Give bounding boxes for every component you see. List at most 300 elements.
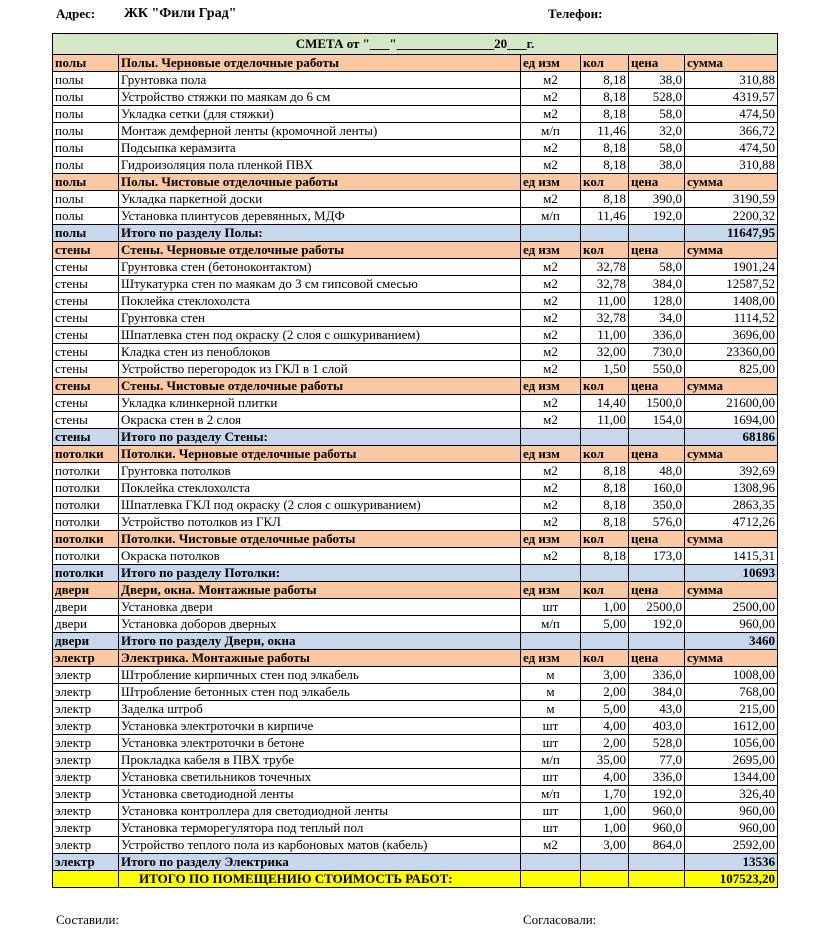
sum-cell: 768,00 bbox=[685, 684, 778, 701]
work-name-cell: Окраска потолков bbox=[119, 548, 521, 565]
sum-cell: 4319,57 bbox=[685, 89, 778, 106]
estimate-table bbox=[52, 33, 778, 888]
grand-total-row bbox=[53, 871, 778, 888]
unit-cell: шт bbox=[521, 599, 581, 616]
sum-cell: сумма bbox=[685, 174, 778, 191]
quantity-cell: 32,00 bbox=[581, 344, 629, 361]
sum-cell: 960,00 bbox=[685, 803, 778, 820]
price-cell: 58,0 bbox=[629, 140, 685, 157]
unit-cell: ед изм bbox=[521, 446, 581, 463]
unit-cell: м2 bbox=[521, 310, 581, 327]
price-cell: 730,0 bbox=[629, 344, 685, 361]
unit-cell: м2 bbox=[521, 497, 581, 514]
work-name-cell: Стены. Чистовые отделочные работы bbox=[119, 378, 521, 395]
category-cell: потолки bbox=[53, 446, 119, 463]
unit-cell: м2 bbox=[521, 548, 581, 565]
price-cell: 528,0 bbox=[629, 89, 685, 106]
sum-cell: 68186 bbox=[685, 429, 778, 446]
category-cell: электр bbox=[53, 735, 119, 752]
work-name-cell: Шпатлевка ГКЛ под окраску (2 слоя с ошкуриванием) bbox=[119, 497, 521, 514]
unit-cell bbox=[521, 871, 581, 888]
work-name-cell: Грунтовка потолков bbox=[119, 463, 521, 480]
section-header-row bbox=[53, 55, 778, 72]
work-name-cell: Устройство теплого пола из карбоновых матов (кабель) bbox=[119, 837, 521, 854]
table-row bbox=[53, 106, 778, 123]
price-cell: цена bbox=[629, 242, 685, 259]
unit-cell: м2 bbox=[521, 276, 581, 293]
unit-cell: м/п bbox=[521, 752, 581, 769]
sum-cell: 366,72 bbox=[685, 123, 778, 140]
unit-cell: м2 bbox=[521, 837, 581, 854]
quantity-cell bbox=[581, 871, 629, 888]
quantity-cell: 8,18 bbox=[581, 497, 629, 514]
price-cell: 336,0 bbox=[629, 667, 685, 684]
table-row bbox=[53, 72, 778, 89]
address-label: Адрес: bbox=[56, 6, 96, 21]
work-name-cell: Стены. Черновые отделочные работы bbox=[119, 242, 521, 259]
unit-cell: м2 bbox=[521, 463, 581, 480]
table-row bbox=[53, 89, 778, 106]
quantity-cell: 35,00 bbox=[581, 752, 629, 769]
table-row bbox=[53, 395, 778, 412]
section-header-row bbox=[53, 378, 778, 395]
work-name-cell: Итого по разделу Стены: bbox=[119, 429, 521, 446]
quantity-cell: 11,00 bbox=[581, 327, 629, 344]
work-name-cell: Устройство перегородок из ГКЛ в 1 слой bbox=[119, 361, 521, 378]
quantity-cell: 5,00 bbox=[581, 701, 629, 718]
quantity-cell: кол bbox=[581, 582, 629, 599]
work-name-cell: Итого по разделу Электрика bbox=[119, 854, 521, 871]
table-row bbox=[53, 752, 778, 769]
sum-cell: сумма bbox=[685, 531, 778, 548]
work-name-cell: Штробление кирпичных стен под элкабель bbox=[119, 667, 521, 684]
category-cell: электр bbox=[53, 667, 119, 684]
category-cell: электр bbox=[53, 684, 119, 701]
table-row bbox=[53, 548, 778, 565]
work-name-cell: Гидроизоляция пола пленкой ПВХ bbox=[119, 157, 521, 174]
unit-cell: шт bbox=[521, 803, 581, 820]
category-cell: электр bbox=[53, 820, 119, 837]
work-name-cell: Установка доборов дверных bbox=[119, 616, 521, 633]
unit-cell: м2 bbox=[521, 327, 581, 344]
price-cell: 403,0 bbox=[629, 718, 685, 735]
unit-cell: м bbox=[521, 684, 581, 701]
work-name-cell: Штукатурка стен по маякам до 3 см гипсовой смесью bbox=[119, 276, 521, 293]
category-cell: стены bbox=[53, 378, 119, 395]
unit-cell: м2 bbox=[521, 72, 581, 89]
table-row bbox=[53, 803, 778, 820]
quantity-cell: 8,18 bbox=[581, 157, 629, 174]
unit-cell: м bbox=[521, 667, 581, 684]
work-name-cell: Грунтовка стен bbox=[119, 310, 521, 327]
work-name-cell: Полы. Черновые отделочные работы bbox=[119, 55, 521, 72]
work-name-cell: Грунтовка стен (бетоноконтактом) bbox=[119, 259, 521, 276]
unit-cell: м2 bbox=[521, 89, 581, 106]
sum-cell: 1008,00 bbox=[685, 667, 778, 684]
category-cell: стены bbox=[53, 327, 119, 344]
category-cell: электр bbox=[53, 718, 119, 735]
sum-cell: 2863,35 bbox=[685, 497, 778, 514]
quantity-cell bbox=[581, 565, 629, 582]
price-cell: цена bbox=[629, 582, 685, 599]
quantity-cell: 2,00 bbox=[581, 735, 629, 752]
work-name-cell: Окраска стен в 2 слоя bbox=[119, 412, 521, 429]
unit-cell: м2 bbox=[521, 140, 581, 157]
work-name-cell: Поклейка стеклохолста bbox=[119, 480, 521, 497]
price-cell: 2500,0 bbox=[629, 599, 685, 616]
category-cell: полы bbox=[53, 191, 119, 208]
price-cell: цена bbox=[629, 446, 685, 463]
work-name-cell: Укладка клинкерной плитки bbox=[119, 395, 521, 412]
quantity-cell bbox=[581, 429, 629, 446]
compiled-by-label: Составили: bbox=[56, 912, 120, 927]
work-name-cell: Поклейка стеклохолста bbox=[119, 293, 521, 310]
unit-cell: м/п bbox=[521, 208, 581, 225]
quantity-cell: 2,00 bbox=[581, 684, 629, 701]
table-row bbox=[53, 497, 778, 514]
quantity-cell: 32,78 bbox=[581, 310, 629, 327]
category-cell: стены bbox=[53, 412, 119, 429]
sum-cell: 1415,31 bbox=[685, 548, 778, 565]
category-cell: двери bbox=[53, 616, 119, 633]
table-row bbox=[53, 514, 778, 531]
work-name-cell: Полы. Чистовые отделочные работы bbox=[119, 174, 521, 191]
work-name-cell: Грунтовка пола bbox=[119, 72, 521, 89]
category-cell: двери bbox=[53, 582, 119, 599]
price-cell: 960,0 bbox=[629, 803, 685, 820]
sum-cell: 1612,00 bbox=[685, 718, 778, 735]
unit-cell: м/п bbox=[521, 786, 581, 803]
sum-cell: 1408,00 bbox=[685, 293, 778, 310]
price-cell: 336,0 bbox=[629, 769, 685, 786]
quantity-cell: 3,00 bbox=[581, 837, 629, 854]
price-cell: 390,0 bbox=[629, 191, 685, 208]
table-row bbox=[53, 157, 778, 174]
price-cell: цена bbox=[629, 378, 685, 395]
table-row bbox=[53, 701, 778, 718]
estimate-title-row bbox=[53, 34, 778, 55]
sum-cell: 12587,52 bbox=[685, 276, 778, 293]
quantity-cell: 8,18 bbox=[581, 480, 629, 497]
price-cell: 1500,0 bbox=[629, 395, 685, 412]
work-name-cell: Установка светодиодной ленты bbox=[119, 786, 521, 803]
quantity-cell: кол bbox=[581, 55, 629, 72]
sum-cell: 1901,24 bbox=[685, 259, 778, 276]
category-cell: электр bbox=[53, 650, 119, 667]
work-name-cell: Итого по разделу Полы: bbox=[119, 225, 521, 242]
price-cell: 336,0 bbox=[629, 327, 685, 344]
price-cell: 384,0 bbox=[629, 276, 685, 293]
sum-cell: 107523,20 bbox=[685, 871, 778, 888]
category-cell: полы bbox=[53, 157, 119, 174]
category-cell: электр bbox=[53, 786, 119, 803]
table-row bbox=[53, 463, 778, 480]
category-cell: электр bbox=[53, 837, 119, 854]
sum-cell: 474,50 bbox=[685, 106, 778, 123]
unit-cell: м bbox=[521, 701, 581, 718]
table-row bbox=[53, 786, 778, 803]
quantity-cell: 1,00 bbox=[581, 803, 629, 820]
quantity-cell: 3,00 bbox=[581, 667, 629, 684]
sum-cell: сумма bbox=[685, 582, 778, 599]
category-cell: полы bbox=[53, 55, 119, 72]
table-row bbox=[53, 599, 778, 616]
category-cell: полы bbox=[53, 140, 119, 157]
quantity-cell bbox=[581, 225, 629, 242]
sum-cell: 960,00 bbox=[685, 820, 778, 837]
category-cell: двери bbox=[53, 633, 119, 650]
unit-cell bbox=[521, 565, 581, 582]
quantity-cell: 32,78 bbox=[581, 276, 629, 293]
work-name-cell: Штробление бетонных стен под элкабель bbox=[119, 684, 521, 701]
work-name-cell: Укладка паркетной доски bbox=[119, 191, 521, 208]
work-name-cell: Итого по разделу Потолки: bbox=[119, 565, 521, 582]
sum-cell: 23360,00 bbox=[685, 344, 778, 361]
sum-cell: 310,88 bbox=[685, 72, 778, 89]
work-name-cell: Шпатлевка стен под окраску (2 слоя с ошкуриванием) bbox=[119, 327, 521, 344]
unit-cell: шт bbox=[521, 735, 581, 752]
quantity-cell: 1,50 bbox=[581, 361, 629, 378]
work-name-cell: Заделка штроб bbox=[119, 701, 521, 718]
unit-cell: шт bbox=[521, 769, 581, 786]
table-row bbox=[53, 820, 778, 837]
work-name-cell: Установка двери bbox=[119, 599, 521, 616]
unit-cell: м2 bbox=[521, 480, 581, 497]
table-row bbox=[53, 310, 778, 327]
quantity-cell: 11,00 bbox=[581, 293, 629, 310]
work-name-cell: Потолки. Черновые отделочные работы bbox=[119, 446, 521, 463]
quantity-cell: 8,18 bbox=[581, 72, 629, 89]
unit-cell: ед изм bbox=[521, 582, 581, 599]
section-header-row bbox=[53, 650, 778, 667]
category-cell: потолки bbox=[53, 514, 119, 531]
quantity-cell: 11,00 bbox=[581, 412, 629, 429]
price-cell: 38,0 bbox=[629, 72, 685, 89]
quantity-cell: 8,18 bbox=[581, 514, 629, 531]
sum-cell: 2592,00 bbox=[685, 837, 778, 854]
table-row bbox=[53, 259, 778, 276]
category-cell: стены bbox=[53, 276, 119, 293]
sum-cell: 11647,95 bbox=[685, 225, 778, 242]
phone-label: Телефон: bbox=[548, 6, 603, 21]
work-name-cell: Установка контроллера для светодиодной ленты bbox=[119, 803, 521, 820]
work-name-cell: Монтаж демферной ленты (кромочной ленты) bbox=[119, 123, 521, 140]
table-row bbox=[53, 837, 778, 854]
unit-cell: шт bbox=[521, 718, 581, 735]
table-row bbox=[53, 276, 778, 293]
sum-cell: 3696,00 bbox=[685, 327, 778, 344]
unit-cell: м2 bbox=[521, 412, 581, 429]
price-cell: 192,0 bbox=[629, 208, 685, 225]
section-total-row bbox=[53, 225, 778, 242]
unit-cell: м2 bbox=[521, 106, 581, 123]
price-cell: 58,0 bbox=[629, 259, 685, 276]
category-cell: потолки bbox=[53, 565, 119, 582]
quantity-cell bbox=[581, 854, 629, 871]
work-name-cell: Подсыпка керамзита bbox=[119, 140, 521, 157]
quantity-cell: кол bbox=[581, 174, 629, 191]
table-row bbox=[53, 123, 778, 140]
price-cell: 528,0 bbox=[629, 735, 685, 752]
quantity-cell: 8,18 bbox=[581, 191, 629, 208]
table-row bbox=[53, 769, 778, 786]
sum-cell: 1694,00 bbox=[685, 412, 778, 429]
category-cell: электр bbox=[53, 854, 119, 871]
price-cell: 550,0 bbox=[629, 361, 685, 378]
sum-cell: сумма bbox=[685, 446, 778, 463]
table-row bbox=[53, 735, 778, 752]
estimate-title: СМЕТА от "___"_______________20___г. bbox=[53, 34, 778, 55]
category-cell: полы bbox=[53, 106, 119, 123]
price-cell: 160,0 bbox=[629, 480, 685, 497]
table-row bbox=[53, 361, 778, 378]
work-name-cell: Установка электроточки в бетоне bbox=[119, 735, 521, 752]
category-cell: электр bbox=[53, 769, 119, 786]
sum-cell: сумма bbox=[685, 55, 778, 72]
work-name-cell: Двери, окна. Монтажные работы bbox=[119, 582, 521, 599]
section-header-row bbox=[53, 174, 778, 191]
price-cell: цена bbox=[629, 55, 685, 72]
table-row bbox=[53, 140, 778, 157]
category-cell: полы bbox=[53, 123, 119, 140]
price-cell: цена bbox=[629, 174, 685, 191]
category-cell: потолки bbox=[53, 463, 119, 480]
section-total-row bbox=[53, 854, 778, 871]
table-row bbox=[53, 684, 778, 701]
work-name-cell: Итого по разделу Двери, окна bbox=[119, 633, 521, 650]
sum-cell: 3460 bbox=[685, 633, 778, 650]
price-cell: 48,0 bbox=[629, 463, 685, 480]
work-name-cell: Установка плинтусов деревянных, МДФ bbox=[119, 208, 521, 225]
unit-cell: ед изм bbox=[521, 378, 581, 395]
quantity-cell: 5,00 bbox=[581, 616, 629, 633]
section-header-row bbox=[53, 446, 778, 463]
category-cell: полы bbox=[53, 208, 119, 225]
sum-cell: сумма bbox=[685, 378, 778, 395]
price-cell: 576,0 bbox=[629, 514, 685, 531]
sum-cell: сумма bbox=[685, 650, 778, 667]
price-cell: цена bbox=[629, 650, 685, 667]
category-cell: потолки bbox=[53, 480, 119, 497]
table-row bbox=[53, 480, 778, 497]
category-cell: полы bbox=[53, 89, 119, 106]
quantity-cell: 8,18 bbox=[581, 106, 629, 123]
sum-cell: 2500,00 bbox=[685, 599, 778, 616]
unit-cell: ед изм bbox=[521, 650, 581, 667]
quantity-cell: 8,18 bbox=[581, 140, 629, 157]
sum-cell: 310,88 bbox=[685, 157, 778, 174]
sum-cell: 2200,32 bbox=[685, 208, 778, 225]
category-cell: двери bbox=[53, 599, 119, 616]
category-cell: электр bbox=[53, 803, 119, 820]
category-cell: стены bbox=[53, 310, 119, 327]
work-name-cell: ИТОГО ПО ПОМЕЩЕНИЮ СТОИМОСТЬ РАБОТ: bbox=[119, 871, 521, 888]
category-cell: потолки bbox=[53, 531, 119, 548]
sum-cell: сумма bbox=[685, 242, 778, 259]
price-cell: 384,0 bbox=[629, 684, 685, 701]
price-cell: цена bbox=[629, 531, 685, 548]
table-row bbox=[53, 191, 778, 208]
category-cell: потолки bbox=[53, 497, 119, 514]
category-cell: полы bbox=[53, 72, 119, 89]
quantity-cell: 32,78 bbox=[581, 259, 629, 276]
quantity-cell: 11,46 bbox=[581, 123, 629, 140]
quantity-cell: 8,18 bbox=[581, 463, 629, 480]
sum-cell: 825,00 bbox=[685, 361, 778, 378]
unit-cell bbox=[521, 633, 581, 650]
unit-cell: м2 bbox=[521, 293, 581, 310]
price-cell bbox=[629, 633, 685, 650]
unit-cell: ед изм bbox=[521, 531, 581, 548]
price-cell: 173,0 bbox=[629, 548, 685, 565]
sum-cell: 4712,26 bbox=[685, 514, 778, 531]
unit-cell: м2 bbox=[521, 259, 581, 276]
unit-cell: м2 bbox=[521, 157, 581, 174]
price-cell: 350,0 bbox=[629, 497, 685, 514]
quantity-cell: 4,00 bbox=[581, 769, 629, 786]
category-cell: стены bbox=[53, 259, 119, 276]
quantity-cell bbox=[581, 633, 629, 650]
quantity-cell: 4,00 bbox=[581, 718, 629, 735]
unit-cell bbox=[521, 854, 581, 871]
section-header-row bbox=[53, 582, 778, 599]
section-header-row bbox=[53, 242, 778, 259]
table-row bbox=[53, 616, 778, 633]
category-cell: стены bbox=[53, 361, 119, 378]
quantity-cell: кол bbox=[581, 242, 629, 259]
work-name-cell: Установка электроточки в кирпиче bbox=[119, 718, 521, 735]
price-cell: 32,0 bbox=[629, 123, 685, 140]
table-row bbox=[53, 344, 778, 361]
quantity-cell: кол bbox=[581, 378, 629, 395]
category-cell: стены bbox=[53, 395, 119, 412]
unit-cell: м2 bbox=[521, 395, 581, 412]
price-cell bbox=[629, 429, 685, 446]
unit-cell: м2 bbox=[521, 344, 581, 361]
work-name-cell: Потолки. Чистовые отделочные работы bbox=[119, 531, 521, 548]
quantity-cell: 14,40 bbox=[581, 395, 629, 412]
table-row bbox=[53, 412, 778, 429]
quantity-cell: 8,18 bbox=[581, 548, 629, 565]
work-name-cell: Электрика. Монтажные работы bbox=[119, 650, 521, 667]
unit-cell: ед изм bbox=[521, 55, 581, 72]
unit-cell bbox=[521, 225, 581, 242]
address-value: ЖК "Фили Град" bbox=[124, 6, 237, 21]
unit-cell: м2 bbox=[521, 361, 581, 378]
price-cell: 43,0 bbox=[629, 701, 685, 718]
section-header-row bbox=[53, 531, 778, 548]
section-total-row bbox=[53, 429, 778, 446]
sum-cell: 3190,59 bbox=[685, 191, 778, 208]
table-row bbox=[53, 293, 778, 310]
unit-cell: м2 bbox=[521, 514, 581, 531]
price-cell: 34,0 bbox=[629, 310, 685, 327]
sum-cell: 392,69 bbox=[685, 463, 778, 480]
work-name-cell: Устройство стяжки по маякам до 6 см bbox=[119, 89, 521, 106]
category-cell: полы bbox=[53, 225, 119, 242]
category-cell: электр bbox=[53, 701, 119, 718]
category-cell: стены bbox=[53, 429, 119, 446]
price-cell: 58,0 bbox=[629, 106, 685, 123]
quantity-cell: 8,18 bbox=[581, 89, 629, 106]
price-cell: 192,0 bbox=[629, 616, 685, 633]
category-cell: стены bbox=[53, 242, 119, 259]
sum-cell: 13536 bbox=[685, 854, 778, 871]
sum-cell: 10693 bbox=[685, 565, 778, 582]
category-cell: стены bbox=[53, 293, 119, 310]
work-name-cell: Установка светильников точечных bbox=[119, 769, 521, 786]
price-cell: 154,0 bbox=[629, 412, 685, 429]
